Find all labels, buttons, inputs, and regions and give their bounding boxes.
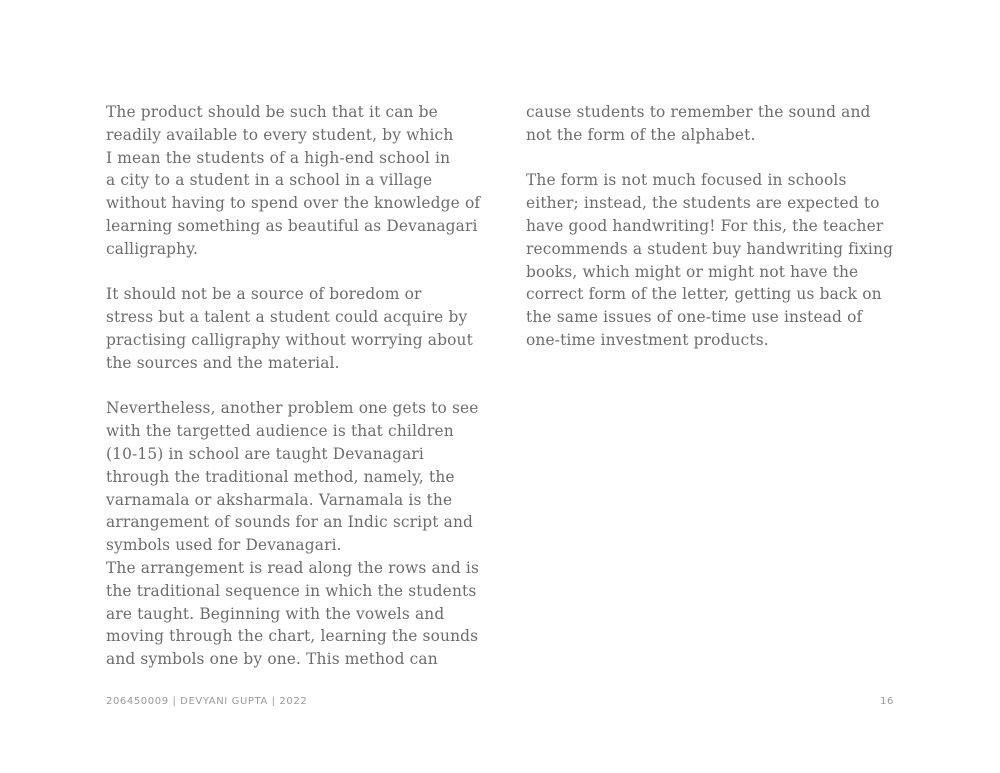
paragraph-gap <box>106 375 478 398</box>
text-line: not the form of the alphabet. <box>526 125 756 144</box>
text-line: the same issues of one-time use instead of <box>526 308 863 327</box>
text-line: readily available to every student, by which <box>106 125 454 144</box>
text-line: a city to a student in a school in a village <box>106 171 433 190</box>
page-number: 16 <box>880 696 894 707</box>
text-line: one-time investment products. <box>526 330 769 349</box>
text-line: stress but a talent a student could acquire by <box>106 308 468 327</box>
text-line: learning something as beautiful as Devanagari <box>106 216 478 235</box>
text-line: books, which might or might not have the <box>526 262 859 281</box>
text-line: practising calligraphy without worrying about <box>106 330 473 349</box>
text-line: have good handwriting! For this, the teacher <box>526 216 884 235</box>
text-line: with the targetted audience is that children <box>106 422 454 441</box>
text-line: recommends a student buy handwriting fixing <box>526 239 894 258</box>
text-line: are taught. Beginning with the vowels and <box>106 604 445 623</box>
text-line: The form is not much focused in schools <box>526 171 847 190</box>
right-text-column <box>526 101 898 352</box>
text-line: either; instead, the students are expected to <box>526 194 880 213</box>
paragraph-handwriting-books <box>526 169 898 351</box>
text-line: The arrangement is read along the rows and is <box>106 558 480 577</box>
text-line: moving through the chart, learning the sounds <box>106 627 479 646</box>
text-line: without having to spend over the knowledge of <box>106 194 481 213</box>
text-line: and symbols one by one. This method can <box>106 650 438 669</box>
text-line: I mean the students of a high-end school in <box>106 148 451 167</box>
paragraph-product-availability <box>106 101 481 261</box>
text-line: through the traditional method, namely, the <box>106 467 455 486</box>
text-line: (10-15) in school are taught Devanagari <box>106 444 424 463</box>
paragraph-gap <box>106 261 478 284</box>
text-line: symbols used for Devanagari. <box>106 536 342 555</box>
text-line: the traditional sequence in which the students <box>106 581 477 600</box>
text-line: The product should be such that it can be <box>106 103 438 121</box>
text-line: It should not be a source of boredom or <box>106 285 422 304</box>
paragraph-not-boredom <box>106 283 478 374</box>
paragraph-gap <box>526 147 898 170</box>
text-line: Nevertheless, another problem one gets to see <box>106 399 479 418</box>
text-line: arrangement of sounds for an Indic script and <box>106 513 474 532</box>
text-line: cause students to remember the sound and <box>526 103 871 121</box>
paragraph-sound-not-form <box>526 101 898 147</box>
left-text-column <box>106 101 481 671</box>
text-line: correct form of the letter, getting us back on <box>526 285 882 304</box>
footer-credit: 206450009 | DEVYANI GUPTA | 2022 <box>106 696 308 707</box>
paragraph-varnamala-method <box>106 397 478 671</box>
text-line: the sources and the material. <box>106 353 340 372</box>
text-line: varnamala or aksharmala. Varnamala is the <box>106 490 453 509</box>
text-line: calligraphy. <box>106 239 199 258</box>
